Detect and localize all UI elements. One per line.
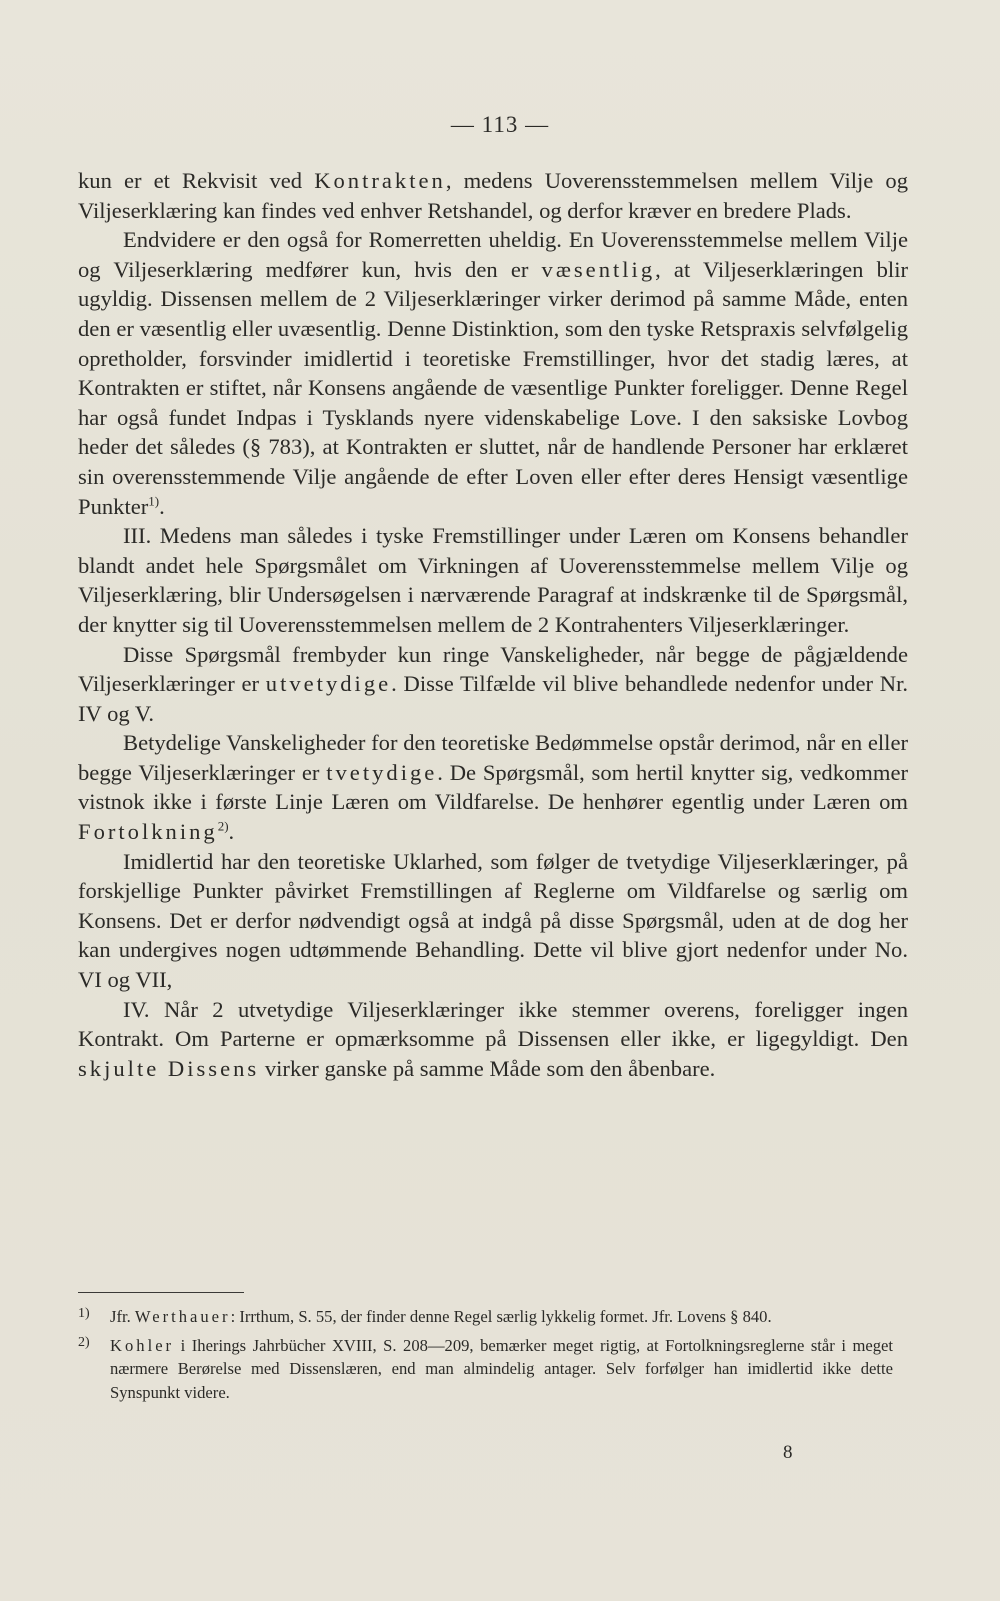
text-run: . xyxy=(159,493,165,519)
paragraph xyxy=(78,521,908,639)
text-run: IV. Når 2 utvetydige Viljeserklæringer ikke stemmer overens, foreligger ingen Kontrakt. Om Parterne er opmærksomme på Dissensen eller ikke, er ligegyldigt. Den xyxy=(78,996,908,1052)
spaced-emphasis: væsentlig xyxy=(541,256,656,282)
text-run: : Irrthum, S. 55, der finder denne Regel særlig lykkelig formet. Jfr. Lovens § 840. xyxy=(230,1307,772,1326)
paragraph xyxy=(78,225,908,521)
footnote-reference: 2) xyxy=(217,818,229,834)
footnote-mark: 1) xyxy=(78,1306,90,1321)
text-run: Betydelige Vanskeligheder for den teoretiske Bedømmelse opstår derimod, når en eller begge Viljeserklæringer er xyxy=(78,730,908,785)
text-run: i Iherings Jahrbücher XVIII, S. 208—209, bemærker meget rigtig, at Fortolkningsreglerne står i meget nærmere Berørelse med Dissenslæren, end man almindelig antager. Selv forfølger han imidlertid ikke dette Synspunkt videre. xyxy=(110,1335,893,1402)
footnote xyxy=(78,1305,893,1329)
paragraph xyxy=(78,166,908,225)
text-run: . De Spørgsmål, som hertil knytter sig, vedkommer vistnok ikke i første Linje Læren om Vildfarelse. De henhører egentlig under Læren om xyxy=(78,759,908,815)
paragraph xyxy=(78,995,908,1084)
footnote-mark: 2) xyxy=(78,1334,90,1350)
text-run: , at Viljeserklæringen blir ugyldig. Dissensen mellem de 2 Viljeserklæringer virker derimod på samme Måde, enten den er væsentlig eller uvæsentlig. Denne Distinktion, som den tyske Retspraxis selvfølgelig opretholder, forsvinder imidlertid i teoretiske Fremstillinger, hvor det stadig læres, at Kontrakten er stiftet, når Konsens angående de væsentlige Punkter foreligger. Denne Regel har også fundet Indpas i Tysklands nyere videnskabelige Love. I den saksiske Lovbog heder det således (§ 783), at Kontrakten er sluttet, når de handlende Personer har erklæret sin overensstemmende Vilje angående de efter Loven eller efter deres Hensigt væsentlige Punkter xyxy=(78,256,908,519)
paragraph xyxy=(78,640,908,729)
text-run: virker ganske på samme Måde som den åbenbare. xyxy=(259,1055,716,1081)
text-run: Endvidere er den også for Romerretten uheldig. En Uoverensstemmelse mellem Vilje og Viljeserklæring medfører kun, hvis den er xyxy=(78,227,908,282)
text-run: Jfr. xyxy=(110,1307,135,1326)
footnote-divider xyxy=(78,1292,244,1293)
footnotes xyxy=(78,1305,893,1409)
signature-mark: 8 xyxy=(783,1442,793,1463)
text-run: , medens Uoverensstemmelsen mellem Vilje og Viljeserklæring kan findes ved enhver Retshandel, og derfor kræver en bredere Plads. xyxy=(78,168,908,223)
paragraph xyxy=(78,847,908,995)
spaced-emphasis: Kohler xyxy=(110,1335,175,1355)
spaced-emphasis: skjulte Dissens xyxy=(78,1055,260,1081)
body-text xyxy=(78,166,908,1083)
page-number: — 113 — xyxy=(450,112,550,137)
text-run: kun er et Rekvisit ved xyxy=(78,168,315,193)
paragraph xyxy=(78,728,908,846)
text-run: Imidlertid har den teoretiske Uklarhed, som følger de tvetydige Viljeserklæringer, på forskjellige Punkter påvirket Fremstillingen af Reglerne om Vildfarelse og særlig om Konsens. Det er derfor nødvendigt også at indgå på disse Spørgsmål, uden at de dog her kan undergives nogen udtømmende Behandling. Dette vil blive gjort nedenfor under No. VI og VII, xyxy=(78,848,908,993)
footnote-reference: 1) xyxy=(148,493,160,508)
spaced-emphasis: Kontrakten xyxy=(314,168,446,193)
footnote xyxy=(78,1334,893,1405)
spaced-emphasis: tvetydige xyxy=(326,759,438,785)
text-run: . Disse Tilfælde vil blive behandlede nedenfor under Nr. IV og V. xyxy=(78,671,908,726)
text-run: . xyxy=(228,819,235,845)
text-run: Disse Spørgsmål frembyder kun ringe Vanskeligheder, når begge de pågjældende Viljeserklæringer er xyxy=(78,641,908,697)
spaced-emphasis: Fortolkning xyxy=(78,819,218,845)
spaced-emphasis: Werthauer xyxy=(134,1307,231,1326)
spaced-emphasis: utvetydige xyxy=(265,671,392,697)
text-run: III. Medens man således i tyske Fremstillinger under Læren om Konsens behandler blandt andet hele Spørgsmålet om Virkningen af Uoverensstemmelse mellem Vilje og Viljeserklæring, blir Undersøgelsen i nærværende Paragraf at indskrænke til de Spørgsmål, der knytter sig til Uoverensstemmelsen mellem de 2 Kontrahenters Viljeserklæringer. xyxy=(78,523,908,637)
